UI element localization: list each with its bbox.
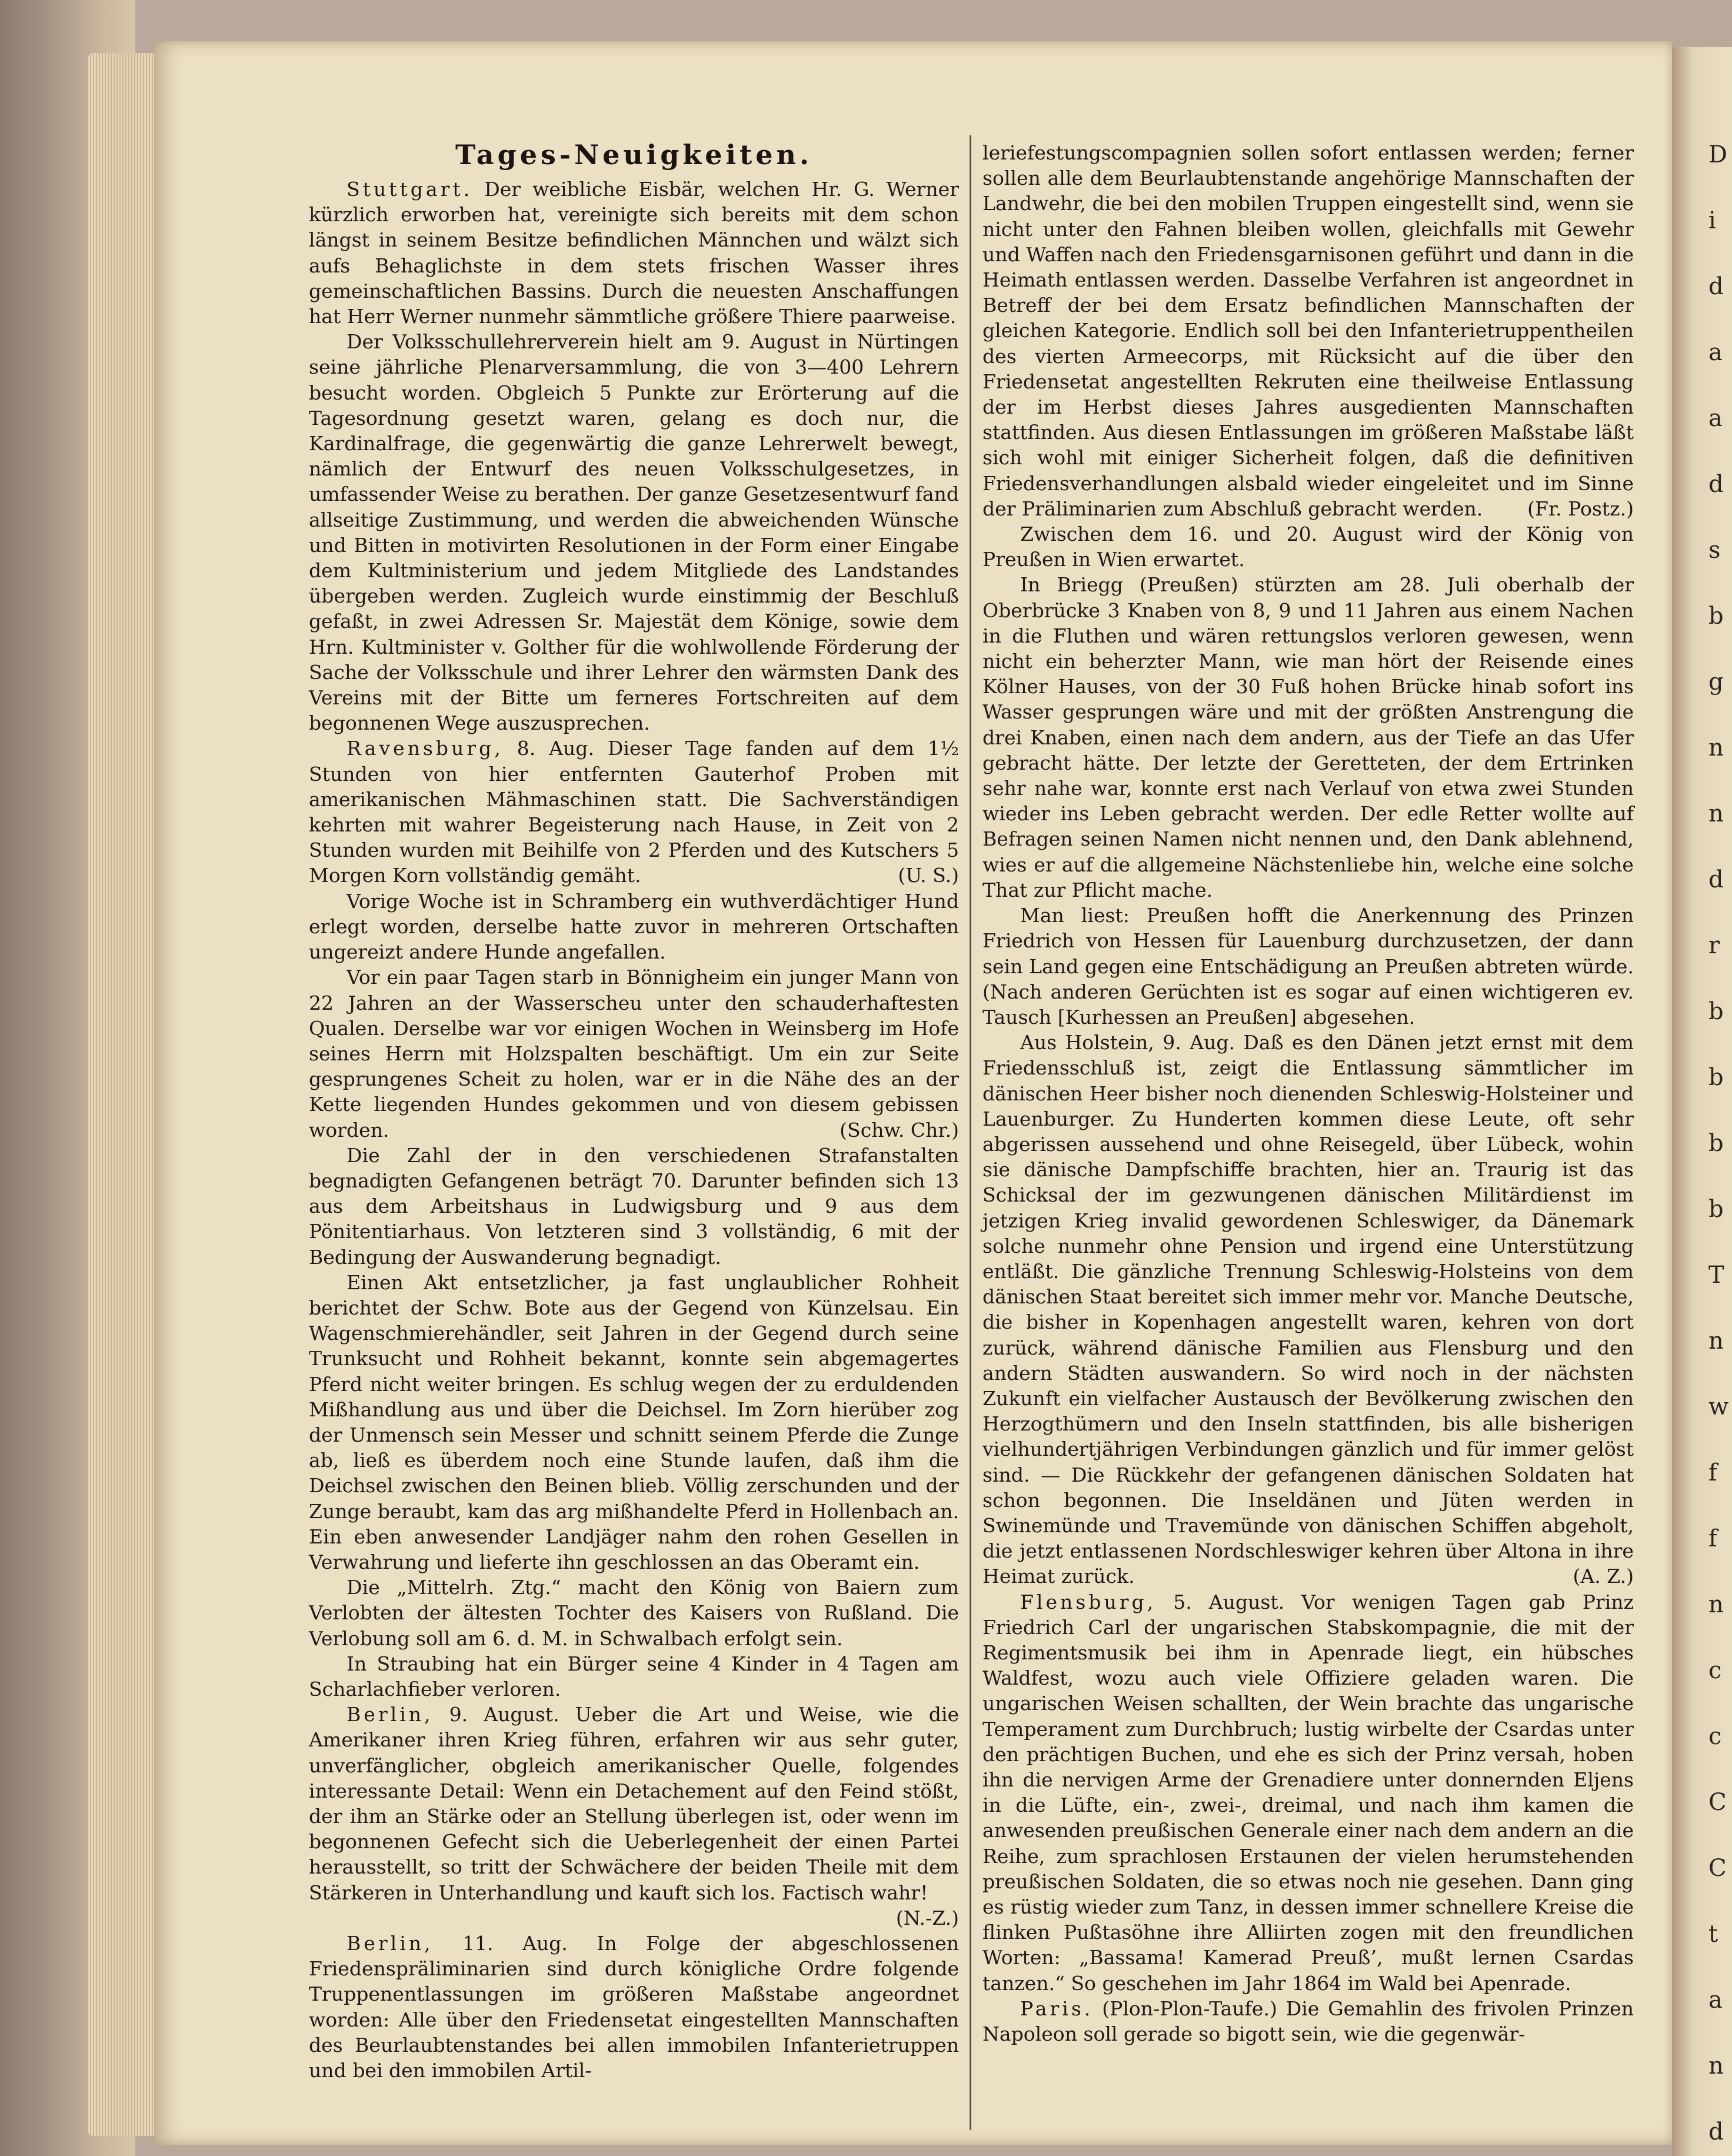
next-page-fragment: c	[1708, 1657, 1722, 1684]
section-heading: Tages-Neuigkeiten.	[455, 139, 813, 171]
right-column	[982, 140, 1634, 2047]
next-page-fragment: n	[1708, 2052, 1724, 2080]
next-page-fragment: b	[1708, 998, 1724, 1025]
next-page-fragment: c	[1708, 1723, 1722, 1750]
article-paragraph	[982, 1030, 1634, 1589]
next-page-fragment: n	[1708, 734, 1724, 761]
article-text: Einen Akt entsetzlicher, ja fast unglaublicher Rohheit berichtet der Schw. Bote aus der Gegend von Künzelsau. Ein Wagenschmierehändler, seit Jahren in der Gegend durch seine Trunksucht und Rohheit bekannt, konnte sein abgemagertes Pferd nicht weiter bringen. Es schlug wegen der zu erduldenden Mißhandlung aus und über die Deichsel. Im Zorn hierüber zog der Unmensch sein Messer und schnitt seinem Pferde die Zunge ab, ließ es überdem noch eine Stunde laufen, daß ihm die Deichsel zwischen den Beinen blieb. Völlig zerschunden und der Zunge beraubt, kam das arg mißhandelte Pferd in Hollenbach an. Ein eben anwesender Landjäger nahm den rohen Gesellen in Verwahrung und lieferte ihn geschlossen an das Oberamt ein.	[309, 1270, 959, 1573]
source-attribution: (U. S.)	[898, 864, 959, 887]
dateline-place: Flensburg,	[1020, 1590, 1157, 1613]
article-paragraph	[309, 1143, 959, 1270]
next-page-fragment: d	[1708, 2118, 1724, 2145]
dateline-place: Berlin,	[347, 1932, 434, 1955]
next-page-fragment: i	[1708, 207, 1716, 234]
article-paragraph	[309, 1931, 959, 2083]
article-text: 5. August. Vor wenigen Tagen gab Prinz Friedrich Carl der ungarischen Stabskompagnie, die mit der Regimentsmusik bei ihm in Apenrade liegt, ein hübsches Waldfest, wozu auch viele Offiziere geladen waren. Die ungarischen Weisen schallten, der Wein brachte das ungarische Temperament zum Durchbruch; lustig wirbelte der Csardas unter den prächtigen Buchen, und ehe es sich der Prinz versah, hoben ihn die nervigen Arme der Grenadiere unter donnernden Eljens in die Lüfte, ein-, zwei-, dreimal, und nach ihm kamen die anwesenden preußischen Generale einer nach dem andern an die Reihe, zum sprachlosen Erstaunen der vielen herumstehenden preußischen Soldaten, die so etwas noch nie gesehen. Dann ging es rüstig wieder zum Tanz, in dessen immer schnellere Kreise die flinken Pußtasöhne ihre Alliirten zogen mit den freundlichen Worten: „Bassama! Kamerad Preuß’, mußt lernen Csardas tanzen.“ So geschehen im Jahr 1864 im Wald bei Apenrade.	[982, 1590, 1634, 1995]
dateline-place: Stuttgart.	[347, 178, 473, 201]
next-page-edge	[1672, 47, 1732, 2156]
next-page-fragment: b	[1708, 1064, 1724, 1091]
article-paragraph	[982, 1996, 1634, 2047]
article-text: Vorige Woche ist in Schramberg ein wuthverdächtiger Hund erlegt worden, derselbe hatte zuvor in mehreren Ortschaften ungereizt andere Hunde angefallen.	[309, 889, 959, 964]
article-text: In Straubing hat ein Bürger seine 4 Kinder in 4 Tagen am Scharlachfieber verloren.	[309, 1652, 959, 1701]
article-paragraph	[309, 1702, 959, 1931]
next-page-fragment: s	[1708, 537, 1721, 564]
next-page-fragment: T	[1708, 1262, 1724, 1289]
next-page-fragment: C	[1708, 1789, 1727, 1816]
article-text: Der Volksschullehrerverein hielt am 9. August in Nürtingen seine jährliche Plenarversammlung, die von 3—400 Lehrern besucht worden. Obgleich 5 Punkte zur Erörterung auf die Tagesordnung gesetzt waren, gelang es doch nur, die Kardinalfrage, die gegenwärtig die ganze Lehrerwelt bewegt, nämlich der Entwurf des neuen Volksschulgesetzes, in umfassender Weise zu berathen. Der ganze Gesetzesentwurf fand allseitige Zustimmung, und werden die abweichenden Wünsche und Bitten in motivirten Resolutionen in der Form einer Eingabe dem Kultministerium und jedem Mitgliede des Landstandes übergeben werden. Zugleich wurde einstimmig der Beschluß gefaßt, in zwei Adressen Sr. Majestät dem Könige, sowie dem Hrn. Kultminister v. Golther für die wohlwollende Förderung der Sache der Volksschule und ihrer Lehrer den wärmsten Dank des Vereins mit der Bitte um ferneres Fortschreiten auf dem begonnenen Wege auszusprechen.	[309, 330, 959, 735]
article-text: 9. August. Ueber die Art und Weise, wie die Amerikaner ihren Krieg führen, erfahren wir aus sehr guter, unverfänglicher, obgleich amerikanischer Quelle, folgendes interessante Detail: Wenn ein Detachement auf den Feind stößt, der ihm an Stärke oder an Stellung überlegen ist, oder wenn im begonnenen Gefecht sich die Ueberlegenheit der einen Partei herausstellt, so tritt der Schwächere der beiden Theile mit dem Stärkeren in Unterhandlung und kauft sich los. Factisch wahr!	[309, 1703, 960, 1904]
article-text: Aus Holstein, 9. Aug. Daß es den Dänen jetzt ernst mit dem Friedensschluß ist, zeigt die Entlassung sämmtlicher im dänischen Heer bisher noch dienenden Schleswig-Holsteiner und Lauenburger. Zu Hunderten kommen diese Leute, oft sehr abgerissen aussehend und ohne Reisegeld, über Lübeck, wohin sie dänische Dampfschiffe brachten, hier an. Traurig ist das Schicksal der im gezwungenen dänischen Militärdienst im jetzigen Krieg invalid gewordenen Schleswiger, da Dänemark solche nunmehr ohne Pension und irgend eine Unterstützung entläßt. Die gänzliche Trennung Schleswig-Holsteins von dem dänischen Staat bereitet sich immer mehr vor. Manche Deutsche, die bisher in Kopenhagen angestellt waren, kehren von dort zurück, während dänische Familien aus Flensburg und den andern Städten auswandern. So wird noch in der nächsten Zukunft ein vielfacher Austausch der Bevölkerung zwischen den Herzogthümern und den Inseln stattfinden, bis alle bisherigen vielhundertjährigen Verbindungen gänzlich und für immer gelöst sind. — Die Rückkehr der gefangenen dänischen Soldaten hat schon begonnen. Die Inseldänen und Jüten werden in Swinemünde und Travemünde von dänischen Schiffen abgeholt, die jetzt entlassenen Nordschleswiger kehren über Altona in ihre Heimat zurück.	[982, 1031, 1634, 1588]
next-page-fragment: a	[1708, 339, 1723, 366]
article-paragraph	[309, 964, 959, 1142]
article-paragraph	[309, 329, 959, 736]
dateline-place: Ravensburg,	[347, 737, 504, 760]
article-text: In Briegg (Preußen) stürzten am 28. Juli oberhalb der Oberbrücke 3 Knaben von 8, 9 und 11 Jahren aus einem Nachen in die Fluthen und wären rettungslos verloren gewesen, wenn nicht ein beherzter Mann, wie man hört der Reisende eines Kölner Hauses, von der 30 Fuß hohen Brücke hinab sofort ins Wasser gesprungen wäre und mit der größten Anstrengung die drei Knaben, einen nach dem andern, aus der Tiefe an das Ufer gebracht hätte. Der letzte der Geretteten, der dem Ertrinken sehr nahe war, konnte erst nach Verlauf von etwa zwei Stunden wieder ins Leben gebracht werden. Der edle Retter wollte auf Befragen seinen Namen nicht nennen und, den Dank ablehnend, wies er auf die allgemeine Nächstenliebe hin, welche eine solche That zur Pflicht mache.	[982, 573, 1634, 901]
next-page-fragment: D	[1708, 141, 1728, 168]
next-page-fragment: r	[1708, 932, 1720, 959]
next-page-fragment: w	[1708, 1393, 1729, 1420]
article-paragraph	[982, 903, 1634, 1030]
next-page-fragment: f	[1708, 1525, 1717, 1552]
next-page-fragment: n	[1708, 1591, 1724, 1618]
article-text: 8. Aug. Dieser Tage fanden auf dem 1½ Stunden von hier entfernten Gauterhof Proben mit amerikanischen Mähmaschinen statt. Die Sachverständigen kehrten mit wahrer Begeisterung nach Hause, in Zeit von 2 Stunden wurden mit Beihilfe von 2 Pferden und des Kutschers 5 Morgen Korn vollständig gemäht.	[309, 737, 959, 887]
next-page-fragment: a	[1708, 405, 1723, 432]
source-attribution: (A. Z.)	[1573, 1565, 1634, 1588]
next-page-fragment: g	[1708, 668, 1724, 696]
article-paragraph	[982, 140, 1634, 521]
next-page-fragment: t	[1708, 1921, 1718, 1948]
article-paragraph	[309, 1270, 959, 1575]
article-text: Der weibliche Eisbär, welchen Hr. G. Werner kürzlich erworben hat, vereinigte sich bereits mit dem schon längst in seinem Besitze befindlichen Männchen und wälzt sich aufs Behaglichste in dem stets frischen Wasser ihres gemeinschaftlichen Bassins. Durch die neuesten Anschaffungen hat Herr Werner nunmehr sämmtliche größere Thiere paarweise.	[309, 178, 959, 328]
column-divider	[970, 135, 971, 2130]
article-paragraph	[309, 889, 959, 965]
article-text: Die „Mittelrh. Ztg.“ macht den König von Baiern zum Verlobten der ältesten Tochter des Kaisers von Rußland. Die Verlobung soll am 6. d. M. in Schwalbach erfolgt sein.	[309, 1576, 959, 1650]
article-paragraph	[982, 572, 1634, 903]
source-attribution: (Fr. Postz.)	[1527, 497, 1634, 520]
article-text: Die Zahl der in den verschiedenen Strafanstalten begnadigten Gefangenen beträgt 70. Darunter befinden sich 13 aus dem Arbeitshaus in Ludwigsburg und 9 aus dem Pönitentiarhaus. Von letzteren sind 3 vollständig, 6 mit der Bedingung der Auswanderung begnadigt.	[309, 1143, 959, 1269]
next-page-fragment: f	[1708, 1459, 1717, 1486]
next-page-fragment: d	[1708, 866, 1724, 893]
article-paragraph	[309, 736, 959, 888]
dateline-place: Berlin,	[347, 1703, 434, 1726]
article-text: 11. Aug. In Folge der abgeschlossenen Friedenspräliminarien sind durch königliche Ordre folgende Truppenentlassungen im größeren Maßstabe angeordnet worden: Alle über den Friedensetat eingestellten Mannschaften des Beurlaubtenstandes bei allen immobilen Infanterietruppen und bei den immobilen Artil-	[309, 1932, 959, 2082]
next-page-fragment: b	[1708, 1130, 1724, 1157]
left-column	[309, 177, 959, 2083]
next-page-fragment: d	[1708, 471, 1724, 498]
article-text: leriefestungscompagnien sollen sofort entlassen werden; ferner sollen alle dem Beurlaubtenstande angehörige Mannschaften der Landwehr, die bei den mobilen Truppen eingestellt sind, wenn sie nicht unter den Fahnen bleiben wollen, gleichfalls mit Gewehr und Waffen nach den Friedensgarnisonen geführt und dann in die Heimath entlassen werden. Dasselbe Verfahren ist angeordnet in Betreff der bei dem Ersatz befindlichen Mannschaften der gleichen Kategorie. Endlich soll bei den Infanterietruppentheilen des vierten Armeecorps, mit Rücksicht auf die über den Friedensetat angestellten Rekruten eine theilweise Entlassung der im Herbst dieses Jahres ausgedienten Mannschaften stattfinden. Aus diesen Entlassungen im größeren Maßstabe läßt sich wohl mit einiger Sicherheit folgen, daß die definitiven Friedensverhandlungen alsbald wieder eingeleitet und im Sinne der Präliminarien zum Abschluß gebracht werden.	[982, 141, 1634, 520]
article-text: (Plon-Plon-Taufe.) Die Gemahlin des frivolen Prinzen Napoleon soll gerade so bigott sein, wie die gegenwär-	[982, 1997, 1634, 2046]
article-paragraph	[309, 1651, 959, 1702]
article-paragraph	[982, 1589, 1634, 1996]
next-page-fragment: a	[1708, 1987, 1723, 2014]
source-attribution: (N.-Z.)	[895, 1906, 959, 1929]
article-text: Zwischen dem 16. und 20. August wird der König von Preußen in Wien erwartet.	[982, 523, 1634, 571]
next-page-fragment: b	[1708, 603, 1724, 630]
next-page-fragment: n	[1708, 1327, 1724, 1355]
next-page-fragment: b	[1708, 1196, 1724, 1223]
article-paragraph	[982, 521, 1634, 572]
article-text: Vor ein paar Tagen starb in Bönnigheim ein junger Mann von 22 Jahren an der Wasserscheu unter den schauderhaftesten Qualen. Derselbe war vor einigen Wochen in Weinsberg im Hofe seines Herrn mit Holzspalten beschäftigt. Um ein zur Seite gesprungenes Scheit zu holen, war er in die Nähe des an der Kette liegenden Hundes gekommen und von diesem gebissen worden.	[309, 966, 959, 1142]
dateline-place: Paris.	[1020, 1997, 1094, 2020]
next-page-fragment: C	[1708, 1855, 1727, 1882]
next-page-fragment: d	[1708, 273, 1724, 300]
article-paragraph	[309, 177, 959, 329]
source-attribution: (Schw. Chr.)	[840, 1118, 959, 1142]
article-text: Man liest: Preußen hofft die Anerkennung des Prinzen Friedrich von Hessen für Lauenburg durchzusetzen, der dann sein Land gegen eine Entschädigung an Preußen abtreten würde. (Nach anderen Gerüchten ist es sogar auf einen wichtigeren ev. Tausch [Kurhessen an Preußen] abgesehen.	[982, 904, 1634, 1029]
article-paragraph	[309, 1575, 959, 1651]
next-page-fragment: n	[1708, 800, 1724, 827]
